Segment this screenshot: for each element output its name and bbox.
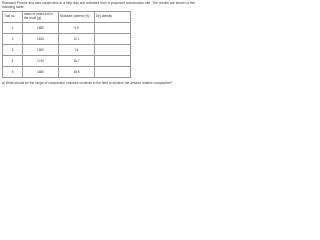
moisture-content-cell: 12.1	[59, 34, 95, 45]
question-text: a) What should be the range of compaction moisture contents in the field to achieve the desired relative compaction?	[2, 81, 173, 85]
header-dry-density: Dry density	[95, 12, 131, 23]
dry-density-cell	[95, 67, 131, 78]
dry-density-cell	[95, 45, 131, 56]
moisture-content-cell: 16.7	[59, 56, 95, 67]
results-table	[2, 11, 131, 78]
table-header-row	[3, 12, 131, 23]
table-row	[3, 45, 131, 56]
trial-number-cell: 5	[3, 67, 23, 78]
dry-density-cell	[95, 56, 131, 67]
moisture-content-cell: 18.6	[59, 67, 95, 78]
moist-mass-cell: 1740	[23, 56, 59, 67]
moisture-content-cell: 14	[59, 45, 95, 56]
intro-text: Standard Proctor test was conducted on a silty clay soil collected from a proposed construction site. The results are shown in the following table.	[2, 1, 195, 10]
header-moist-soil-mass: mass of moist soil in the mold (g)	[23, 12, 59, 23]
header-moisture-content: Moisture content (%)	[59, 12, 95, 23]
trial-number-cell: 1	[3, 23, 23, 34]
moisture-content-cell: 9.9	[59, 23, 95, 34]
moist-mass-cell: 1680	[23, 23, 59, 34]
header-trial-no: Trial no.	[3, 12, 23, 23]
moist-mass-cell: 1900	[23, 45, 59, 56]
table-row	[3, 67, 131, 78]
table-row	[3, 34, 131, 45]
dry-density-cell	[95, 23, 131, 34]
dry-density-cell	[95, 34, 131, 45]
table-row	[3, 23, 131, 34]
trial-number-cell: 4	[3, 56, 23, 67]
table-row	[3, 56, 131, 67]
trial-number-cell: 3	[3, 45, 23, 56]
moist-mass-cell: 1680	[23, 67, 59, 78]
moist-mass-cell: 1810	[23, 34, 59, 45]
trial-number-cell: 2	[3, 34, 23, 45]
